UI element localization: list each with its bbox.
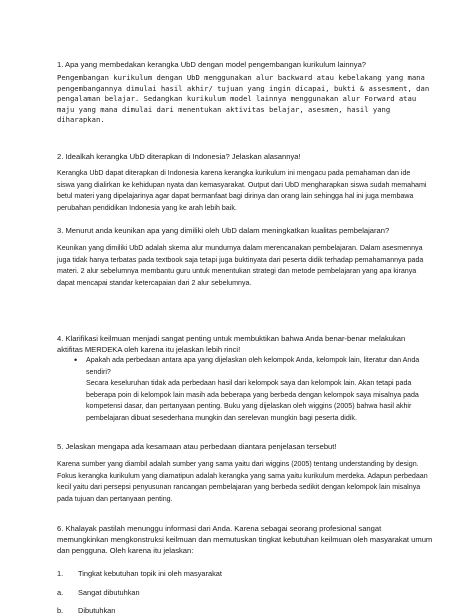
- list-marker: 1.: [57, 569, 64, 578]
- answer-2: Kerangka UbD dapat diterapkan di Indonesia karena kerangka kurikulum ini mengacu pada pemahaman dan ide siswa yang dialirkan ke kehidupan nyata dan kemasyarakat. Output dari UbD mengharapkan siswa sudah memahami betul materi yang dipelajarinya agar dapat bermanfaat bagi dirinya dan orang lain sehingga hal ini juga membawa perubahan pendidikan Indonesia yang ke arah lebih baik.: [57, 169, 427, 212]
- question-6: 6. Khalayak pastilah menunggu informasi dari Anda. Karena sebagai seorang profesional sangat memungkinkan mengkonstruksi keilmuan dan memutuskan tingkat kebutuhan keilmuan oleh masyarakat umum dan pengguna. Oleh karena itu jelaskan:: [57, 524, 433, 555]
- list-item: Dibutuhkan: [78, 606, 116, 615]
- list-marker: b.: [57, 606, 64, 615]
- list-marker: a.: [57, 588, 64, 597]
- list-item: Sangat dibutuhkan: [78, 588, 140, 597]
- question-4: 4. Klarifikasi keilmuan menjadi sangat penting untuk membuktikan bahwa Anda benar-benar melakukan aktifitas MERDEKA oleh karena itu jelaskan lebih rinci!: [57, 334, 406, 354]
- answer-5: Karena sumber yang diambil adalah sumber yang sama yaitu dari wiggins (2005) tentang understanding by design. Fokus kerangka kurikulum yang diamatipun adalah kerangka yang sama yaitu kurikulum merdeka. Adapun perbedaan kecil yaitu dari persepsi penyusunan rancangan pembelajaran yang berbeda sedikit dengan kelompok lain misalnya pada tujuan dan pertanyaan penting.: [57, 460, 428, 503]
- bullet-icon: •: [74, 355, 78, 365]
- question-5: 5. Jelaskan mengapa ada kesamaan atau perbedaan diantara penjelasan tersebut!: [57, 442, 337, 451]
- question-2: 2. Idealkah kerangka UbD diterapkan di Indonesia? Jelaskan alasannya!: [57, 152, 301, 161]
- question-3: 3. Menurut anda keunikan apa yang dimiliki oleh UbD dalam meningkatkan kualitas pembelajaran?: [57, 226, 390, 235]
- answer-3: Keunikan yang dimiliki UbD adalah skema alur mundurnya dalam merencanakan pembelajaran. Dalam asesmennya juga tidak hanya terbatas pada textbook saja tetapi juga buktinyata dari peserta didik terhadap pemahamannya pada materi. 2 alur sebelumnya membantu guru untuk menentukan strategi dan metode pembelajaran yang apa kiranya dapat mencapai standar ketercapaian dari 2 alur sebelumnya.: [57, 244, 424, 287]
- answer-1: Pengembangan kurikulum dengan UbD menggunakan alur backward atau kebelakang yang mana pengembangannya dimulai hasil akhir/ tujuan yang ingin dicapai, bukti & assesment, dan pengalaman belajar. Sedangkan kurikulum model lainnya menggunakan alur Forward atau maju yang mana dimulai dari menentukan aktivitas belajar, asesmen, hasil yang diharapkan.: [57, 73, 430, 125]
- question-1: 1. Apa yang membedakan kerangka UbD dengan model pengembangan kurikulum lainnya?: [57, 60, 367, 69]
- question-4-bullet: Apakah ada perbedaan antara apa yang dijelaskan oleh kelompok Anda, kelompok lain, literatur dan Anda sendiri?: [86, 356, 420, 376]
- answer-4: Secara keseluruhan tidak ada perbedaan hasil dari kelompok saya dan kelompok lain. Akan tetapi pada beberapa poin di kelompok lain masih ada beberapa yang berbeda dengan kelompok saya misalnya pada kompetensi dasar, dan pertanyaan penting. Buku yang dijelaskan oleh wiggins (2005) bahwa hasil akhir pembelajaran dibuat sesederhana mungkin dan serelevan mungkin bagi peserta didik.: [86, 379, 419, 422]
- list-item: Tingkat kebutuhan topik ini oleh masyarakat: [78, 569, 222, 578]
